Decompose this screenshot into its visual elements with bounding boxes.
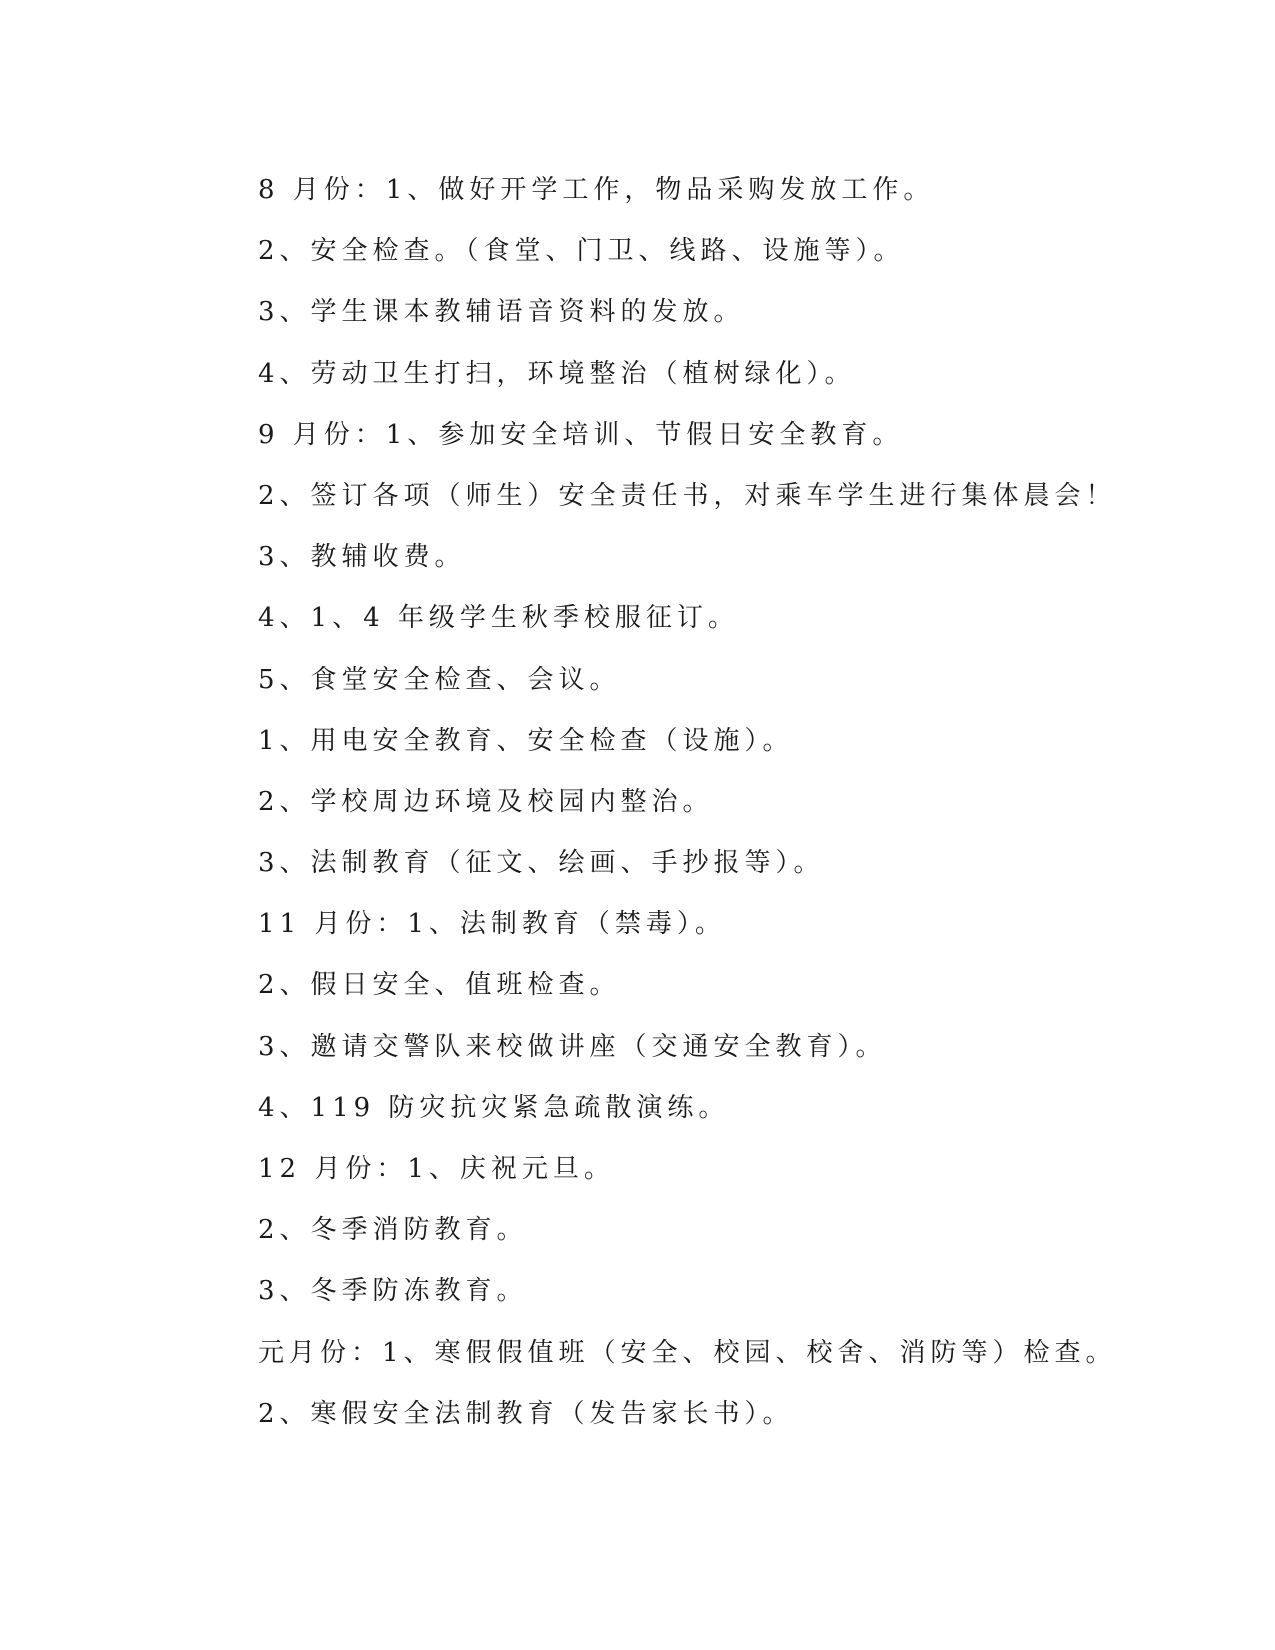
text-line: 2、假日安全、值班检查。 (258, 970, 621, 1001)
text-line: 5、食堂安全检查、会议。 (258, 664, 621, 695)
text-line: 4、119 防灾抗灾紧急疏散演练。 (258, 1092, 730, 1123)
text-line: 2、学校周边环境及校园内整治。 (258, 786, 714, 817)
text-line: 元月份：1、寒假假值班（安全、校园、校舍、消防等）检查。 (258, 1337, 1117, 1368)
text-line: 3、学生课本教辅语音资料的发放。 (258, 297, 745, 328)
text-line: 2、寒假安全法制教育（发告家长书）。 (258, 1398, 794, 1429)
text-line: 3、法制教育（征文、绘画、手抄报等）。 (258, 848, 825, 879)
text-line: 12 月份：1、庆祝元旦。 (258, 1154, 615, 1184)
text-line: 3、冬季防冻教育。 (258, 1276, 528, 1307)
text-line: 2、安全检查。（食堂、门卫、线路、设施等）。 (258, 236, 905, 267)
text-line: 1、用电安全教育、安全检查（设施）。 (258, 725, 794, 756)
text-line: 4、1、4 年级学生秋季校服征订。 (258, 603, 739, 634)
text-line: 3、邀请交警队来校做讲座（交通安全教育）。 (258, 1031, 887, 1062)
document-body (258, 160, 1138, 1445)
text-line: 2、签订各项（师生）安全责任书，对乘车学生进行集体晨会！ (258, 480, 1117, 511)
text-line: 11 月份：1、法制教育（禁毒）。 (258, 909, 726, 940)
text-line: 9 月份：1、参加安全培训、节假日安全教育。 (258, 419, 904, 450)
text-line: 8 月份：1、做好开学工作，物品采购发放工作。 (258, 175, 935, 205)
text-line: 3、教辅收费。 (258, 542, 466, 573)
text-line: 2、冬季消防教育。 (258, 1215, 528, 1246)
text-line: 4、劳动卫生打扫，环境整治（植树绿化）。 (258, 358, 856, 389)
